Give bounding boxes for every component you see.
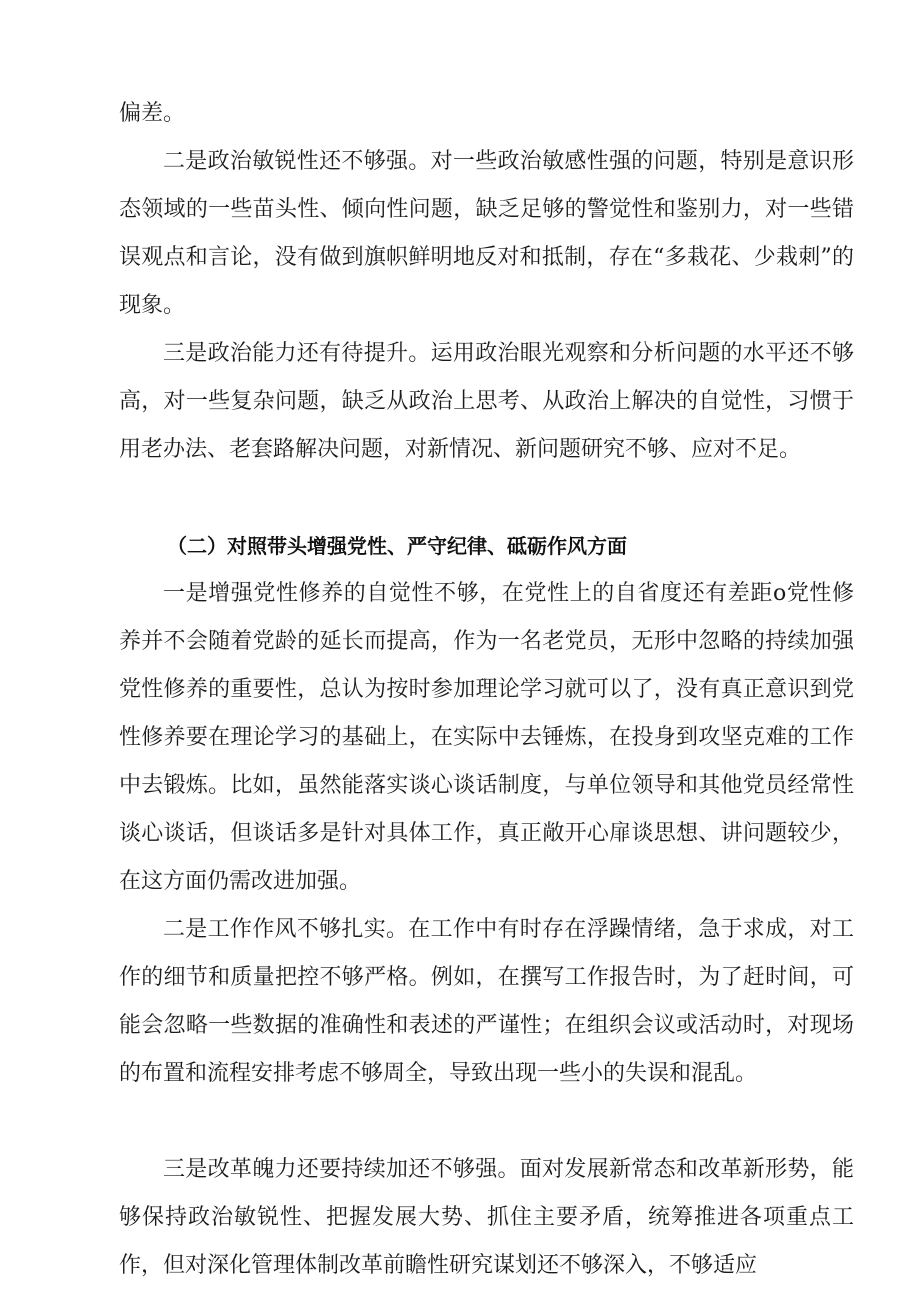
paragraph-reform-courage: 三是改革魄力还要持续加还不够强。面对发展新常态和改革新形势，能够保持政治敏锐性、把握发展大势、抓住主要矛盾，统筹推进各项重点工作，但对深化管理体制改革前瞻性研究谋划还不够深入，不够适应 (119, 1157, 854, 1278)
paragraph-continuation: 偏差。 (119, 101, 186, 126)
paragraph-party-spirit: 一是增强党性修养的自觉性不够，在党性上的自省度还有差距o党性修养并不会随着党龄的延长而提高，作为一名老党员，无形中忽略的持续加强党性修养的重要性，总认为按时参加理论学习就可以了，没有真正意识到党性修养要在理论学习的基础上，在实际中去锤炼，在投身到攻坚克难的工作中去锻炼。比如，虽然能落实谈心谈话制度，与单位领导和其他党员经常性谈心谈话，但谈话多是针对具体工作，真正敞开心扉谈思想、讲问题较少，在这方面仍需改进加强。 (119, 581, 854, 894)
section-heading: （二）对照带头增强党性、严守纪律、砥砺作风方面 (167, 534, 627, 558)
paragraph-work-style: 二是工作作风不够扎实。在工作中有时存在浮躁情绪，急于求成，对工作的细节和质量把控不够严格。例如，在撰写工作报告时，为了赶时间，可能会忽略一些数据的准确性和表述的严谨性；在组织会议或活动时，对现场的布置和流程安排考虑不够周全，导致出现一些小的失误和混乱。 (119, 917, 854, 1086)
paragraph-political-sensitivity: 二是政治敏锐性还不够强。对一些政治敏感性强的问题，特别是意识形态领域的一些苗头性、倾向性问题，缺乏足够的警觉性和鉴别力，对一些错误观点和言论，没有做到旗帜鲜明地反对和抵制，存在“多栽花、少栽刺”的现象。 (119, 149, 854, 318)
paragraph-political-ability: 三是政治能力还有待提升。运用政治眼光观察和分析问题的水平还不够高，对一些复杂问题，缺乏从政治上思考、从政治上解决的自觉性，习惯于用老办法、老套路解决问题，对新情况、新问题研究不够、应对不足。 (119, 341, 854, 462)
